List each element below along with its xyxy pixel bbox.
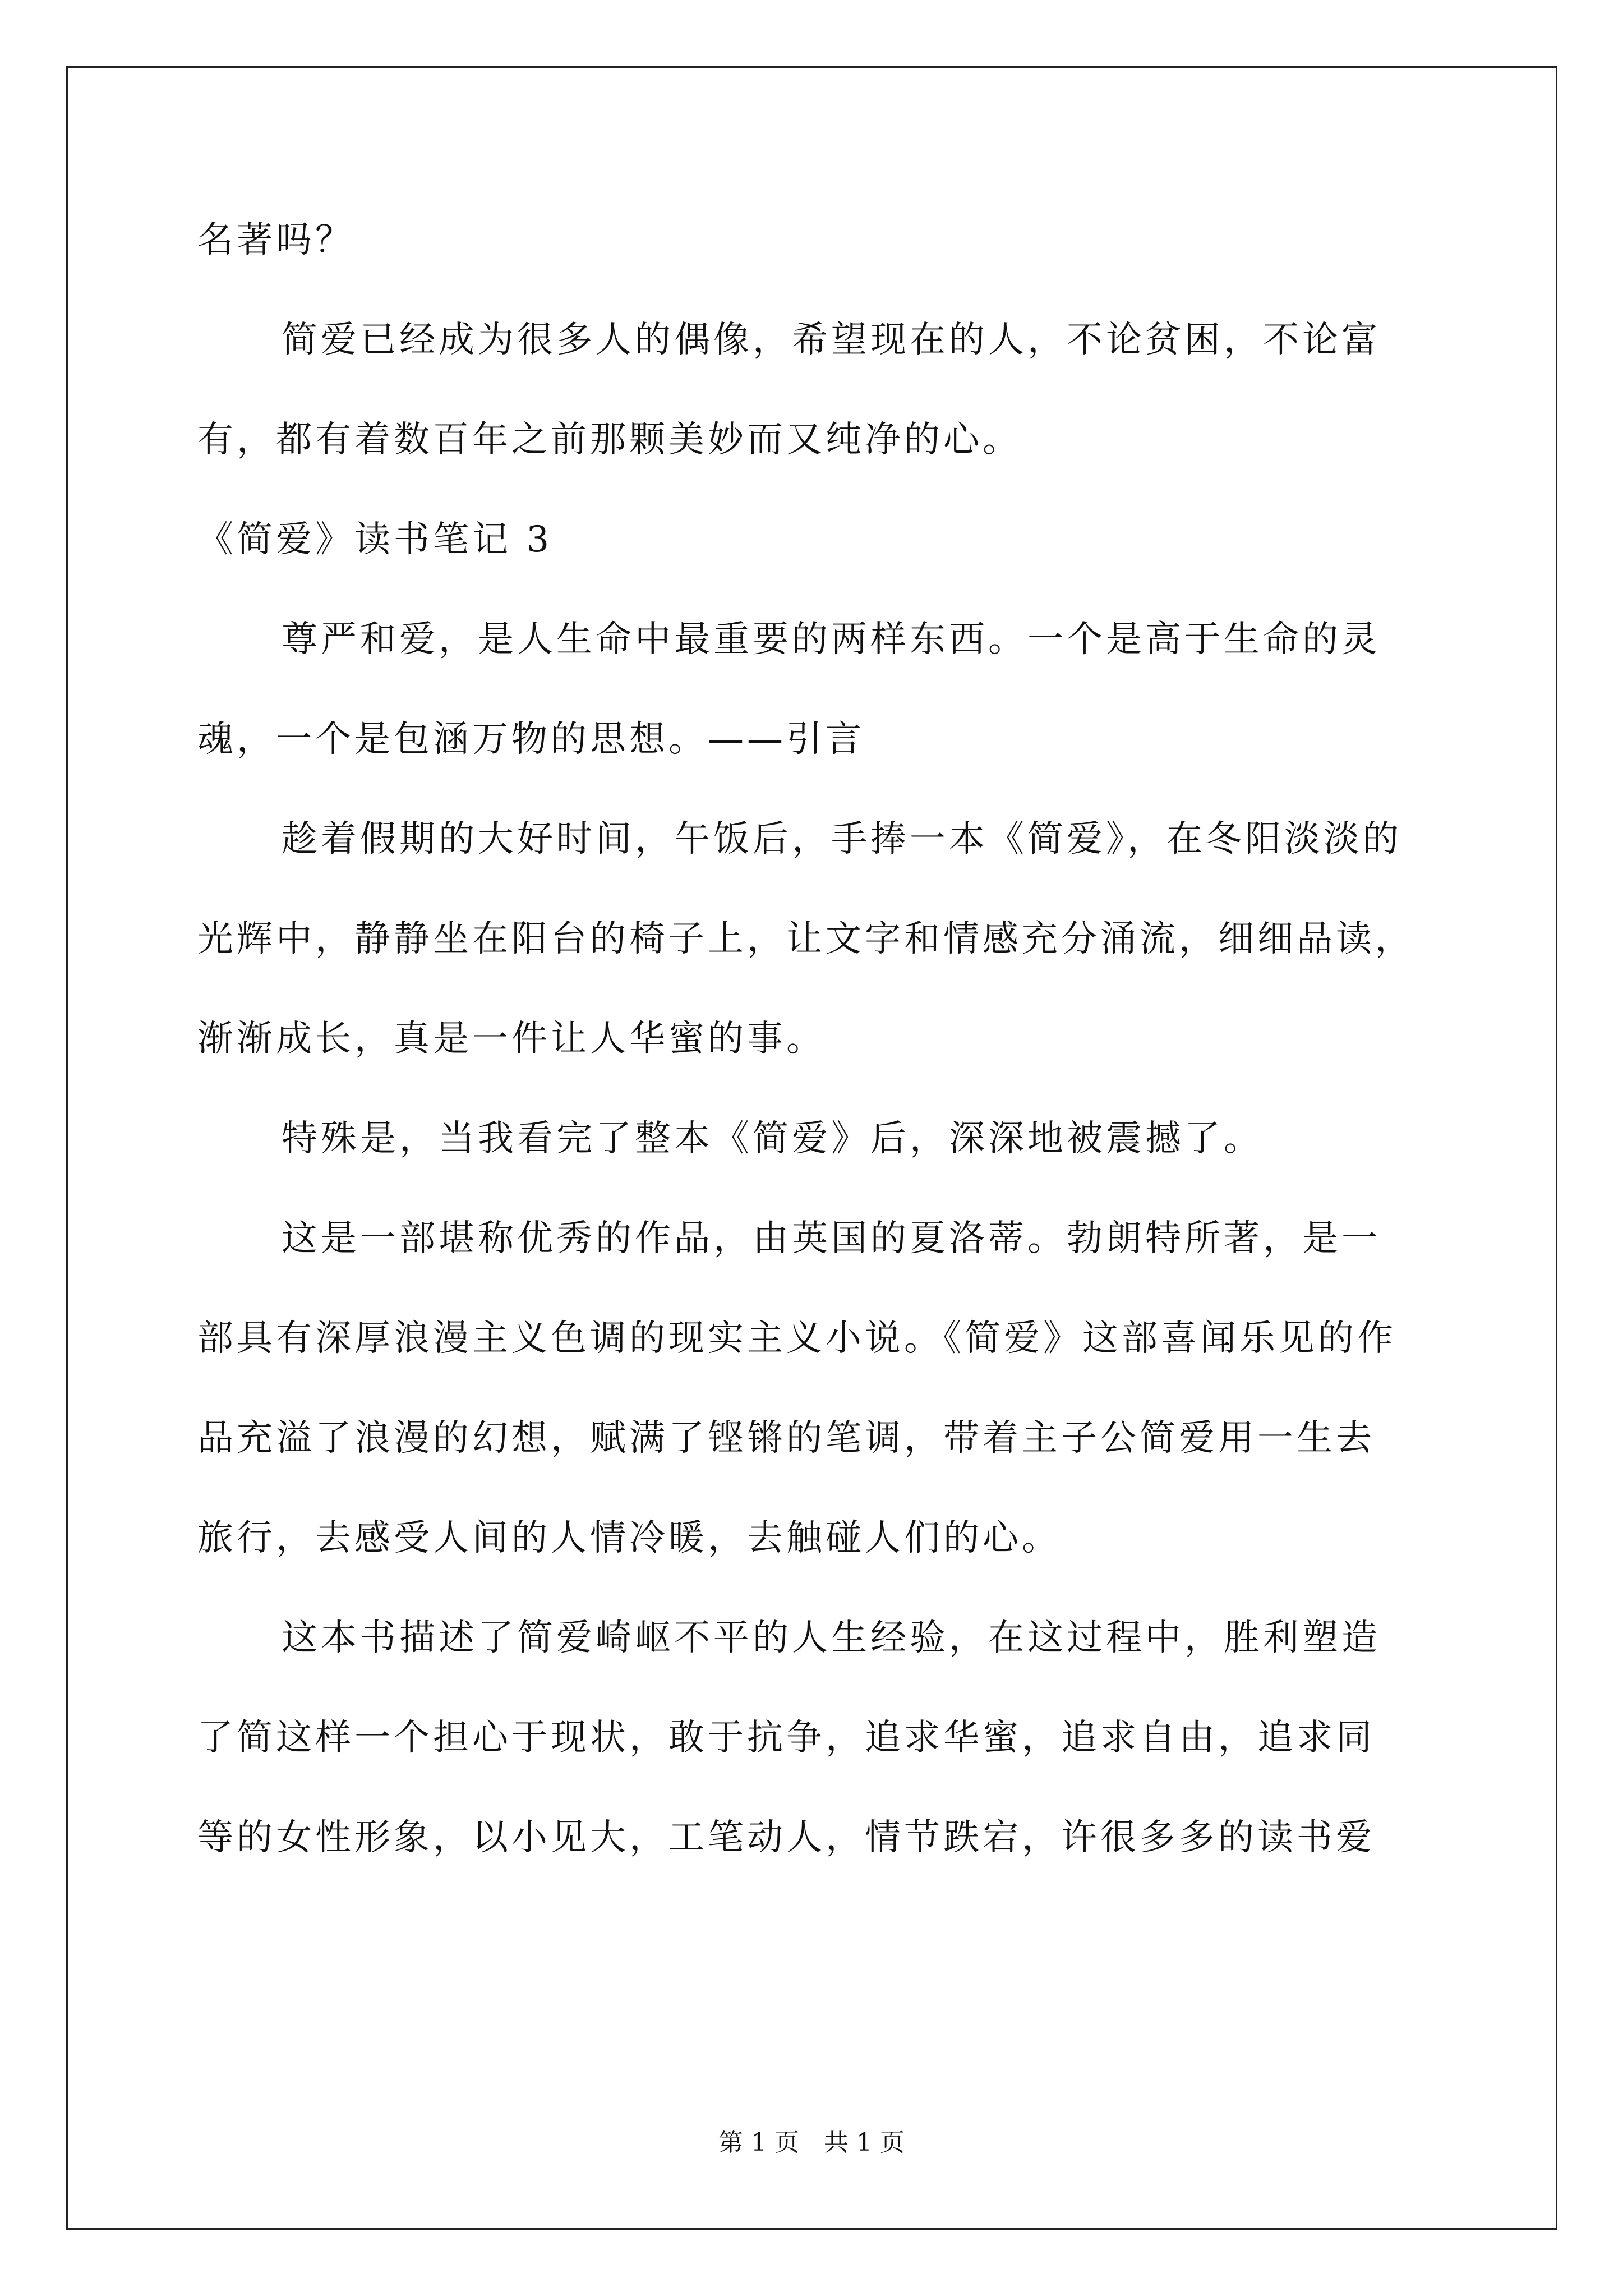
section-heading: 《简爱》读书笔记 3 <box>197 519 553 560</box>
text-line: 了简这样一个担心于现状，敢于抗争，追求华蜜，追求自由，追求同 <box>197 1717 1375 1759</box>
text-line: 旅行，去感受人间的人情冷暖，去触碰人们的心。 <box>197 1517 1061 1559</box>
text-line: 品充溢了浪漫的幻想，赋满了铿锵的笔调，带着主子公简爱用一生去 <box>197 1418 1375 1459</box>
paragraph-start-line: 这本书描述了简爱崎岖不平的人生经验，在这过程中，胜利塑造 <box>282 1617 1381 1659</box>
paragraph-start-line: 简爱已经成为很多人的偶像，希望现在的人，不论贫困，不论富 <box>282 319 1381 361</box>
paragraph-start-line: 趁着假期的大好时间，午饭后，手捧一本《简爱》，在冬阳淡淡的 <box>282 818 1402 860</box>
text-line: 有，都有着数百年之前那颗美妙而又纯净的心。 <box>197 419 1022 461</box>
text-line: 名著吗？ <box>197 219 354 261</box>
paragraph-start-line: 这是一部堪称优秀的作品，由英国的夏洛蒂。勃朗特所著，是一 <box>282 1218 1381 1259</box>
text-line: 部具有深厚浪漫主义色调的现实主义小说。《简爱》这部喜闻乐见的作 <box>197 1318 1396 1359</box>
paragraph-start-line: 尊严和爱，是人生命中最重要的两样东西。一个是高于生命的灵 <box>282 619 1381 660</box>
text-line: 等的女性形象，以小见大，工笔动人，情节跌宕，许很多多的读书爱 <box>197 1817 1375 1858</box>
text-line: 魂，一个是包涵万物的思想。——引言 <box>197 719 865 760</box>
text-line: 光辉中，静静坐在阳台的椅子上，让文字和情感充分涌流，细细品读， <box>197 918 1414 960</box>
paragraph-start-line: 特殊是，当我看完了整本《简爱》后，深深地被震撼了。 <box>282 1118 1263 1159</box>
text-line: 渐渐成长，真是一件让人华蜜的事。 <box>197 1018 826 1060</box>
page-footer: 第 1 页 共 1 页 <box>718 2128 905 2157</box>
